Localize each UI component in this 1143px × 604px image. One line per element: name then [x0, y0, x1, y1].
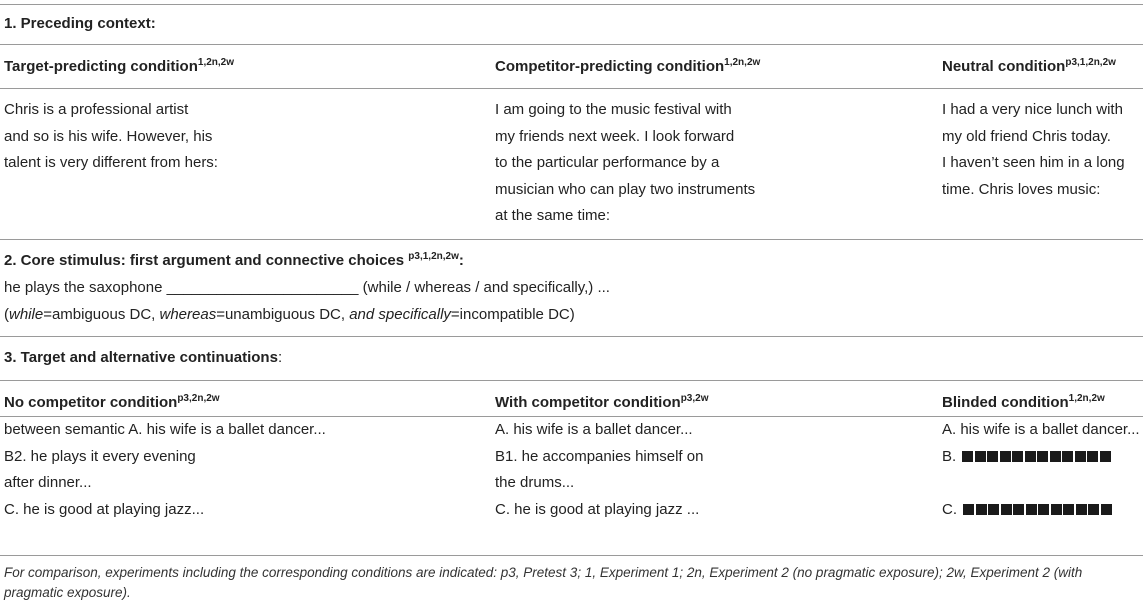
neutral-sup: p3,1,2n,2w — [1065, 57, 1116, 68]
label-b: B. — [942, 447, 957, 465]
section2-heading-colon: : — [458, 252, 464, 269]
masked-block — [1025, 451, 1036, 462]
target-predicting-title-text: Target-predicting condition — [4, 58, 198, 75]
masked-block — [1038, 504, 1049, 515]
legend-part: =ambiguous DC, — [43, 306, 160, 323]
label-c: C. — [942, 500, 957, 518]
text-line: my friends next week. I look forward — [495, 127, 735, 145]
target-predicting-text — [4, 97, 218, 177]
blinded-text — [942, 417, 1140, 523]
legend-while: while — [9, 306, 44, 323]
text-line: between semantic A. his wife is a ballet dancer... — [4, 421, 326, 438]
masked-block — [963, 504, 974, 515]
masked-block — [975, 451, 986, 462]
masked-block — [962, 451, 973, 462]
legend-part: =unambiguous DC, — [216, 306, 350, 323]
legend-part: =incompatible DC) — [450, 306, 575, 323]
text-line: Chris is a professional artist — [4, 101, 189, 118]
footnote: For comparison, experiments including the corresponding conditions are indicated: p3, Pretest 3; 1, Experiment 1; 2n, Experiment 2 (no pragmatic exposure); 2w, Experiment 2 (with pragmatic exposure). — [4, 565, 1083, 600]
legend-whereas: whereas — [159, 306, 217, 323]
connective-legend — [4, 306, 575, 324]
masked-block — [1062, 451, 1073, 462]
text-line: I haven’t seen him in a long — [942, 154, 1125, 171]
no-competitor-title-text: No competitor condition — [4, 394, 178, 411]
blinded-line-b — [942, 444, 1140, 471]
masked-block — [987, 451, 998, 462]
text-line: B2. he plays it every evening — [4, 447, 196, 465]
masked-blocks-c — [963, 497, 1113, 524]
masked-block — [1088, 504, 1099, 515]
neutral-title-text: Neutral condition — [942, 58, 1066, 75]
text-line: C. he is good at playing jazz... — [4, 500, 205, 518]
text-line: the drums... — [495, 474, 575, 491]
blinded-title-text: Blinded condition — [942, 394, 1069, 411]
text-line: my old friend Chris today. — [942, 127, 1111, 145]
target-predicting-sup: 1,2n,2w — [197, 57, 235, 68]
competitor-predicting-title-text: Competitor-predicting condition — [495, 58, 725, 75]
rule-section3-head — [0, 380, 1143, 381]
masked-block — [1026, 504, 1037, 515]
masked-blocks-b — [962, 444, 1112, 471]
masked-block — [976, 504, 987, 515]
text-line: A. his wife is a ballet dancer... — [495, 421, 693, 438]
masked-block — [1001, 504, 1012, 515]
masked-block — [1063, 504, 1074, 515]
text-line: I had a very nice lunch with — [942, 101, 1123, 118]
text-line: time. Chris loves music: — [942, 180, 1101, 198]
section2-heading-text: 2. Core stimulus: first argument and connective choices — [4, 252, 405, 269]
text-line: I am going to the music festival with — [495, 101, 732, 118]
masked-block — [1050, 451, 1061, 462]
neutral-text — [942, 97, 1125, 203]
text-line: after dinner... — [4, 474, 92, 491]
text-line: C. he is good at playing jazz ... — [495, 500, 700, 518]
masked-block — [1100, 451, 1111, 462]
target-predicting-title — [4, 58, 234, 76]
text-line: and so is his wife. However, his — [4, 127, 213, 145]
core-stimulus-line: he plays the saxophone _______________________ (while / whereas / and specifically,) ... — [4, 279, 610, 296]
text-line: talent is very different from hers: — [4, 154, 218, 171]
text-line: B1. he accompanies himself on — [495, 447, 704, 465]
rule-section3 — [0, 336, 1143, 337]
legend-part: ( — [4, 306, 9, 323]
masked-block — [1037, 451, 1048, 462]
masked-block — [1000, 451, 1011, 462]
text-line: at the same time: — [495, 207, 611, 224]
with-competitor-text — [495, 417, 703, 523]
legend-and-specifically: and specifically — [349, 306, 451, 323]
with-competitor-sup: p3,2w — [680, 393, 709, 404]
masked-block — [1012, 451, 1023, 462]
masked-block — [1075, 451, 1086, 462]
section2-sup: p3,1,2n,2w — [408, 251, 459, 262]
rule-section1-head — [0, 44, 1143, 45]
no-competitor-title — [4, 394, 220, 412]
rule-section1-cols — [0, 88, 1143, 89]
competitor-predicting-title — [495, 58, 760, 76]
rule-top — [0, 4, 1143, 5]
blank-line — [942, 470, 1140, 497]
masked-block — [1101, 504, 1112, 515]
blinded-title — [942, 394, 1105, 412]
competitor-predicting-sup: 1,2n,2w — [724, 57, 761, 68]
masked-block — [988, 504, 999, 515]
rule-footnote — [0, 555, 1143, 556]
no-competitor-sup: p3,2n,2w — [177, 393, 220, 404]
blinded-sup: 1,2n,2w — [1068, 393, 1105, 404]
section3-heading-text: 3. Target and alternative continuations — [4, 349, 278, 366]
text-line: musician who can play two instruments — [495, 180, 756, 198]
with-competitor-title — [495, 394, 708, 412]
rule-section2 — [0, 239, 1143, 240]
section1-heading: 1. Preceding context: — [4, 15, 156, 32]
masked-block — [1013, 504, 1024, 515]
section3-heading — [4, 349, 282, 367]
text-line: to the particular performance by a — [495, 154, 720, 171]
text-line: A. his wife is a ballet dancer... — [942, 421, 1140, 438]
blinded-line-c — [942, 497, 1140, 524]
masked-block — [1087, 451, 1098, 462]
section2-heading — [4, 252, 464, 270]
competitor-predicting-text — [495, 97, 755, 230]
masked-block — [1076, 504, 1087, 515]
masked-block — [1051, 504, 1062, 515]
section3-heading-colon: : — [277, 349, 283, 366]
neutral-title — [942, 58, 1116, 76]
with-competitor-title-text: With competitor condition — [495, 394, 681, 411]
no-competitor-text — [4, 417, 326, 523]
